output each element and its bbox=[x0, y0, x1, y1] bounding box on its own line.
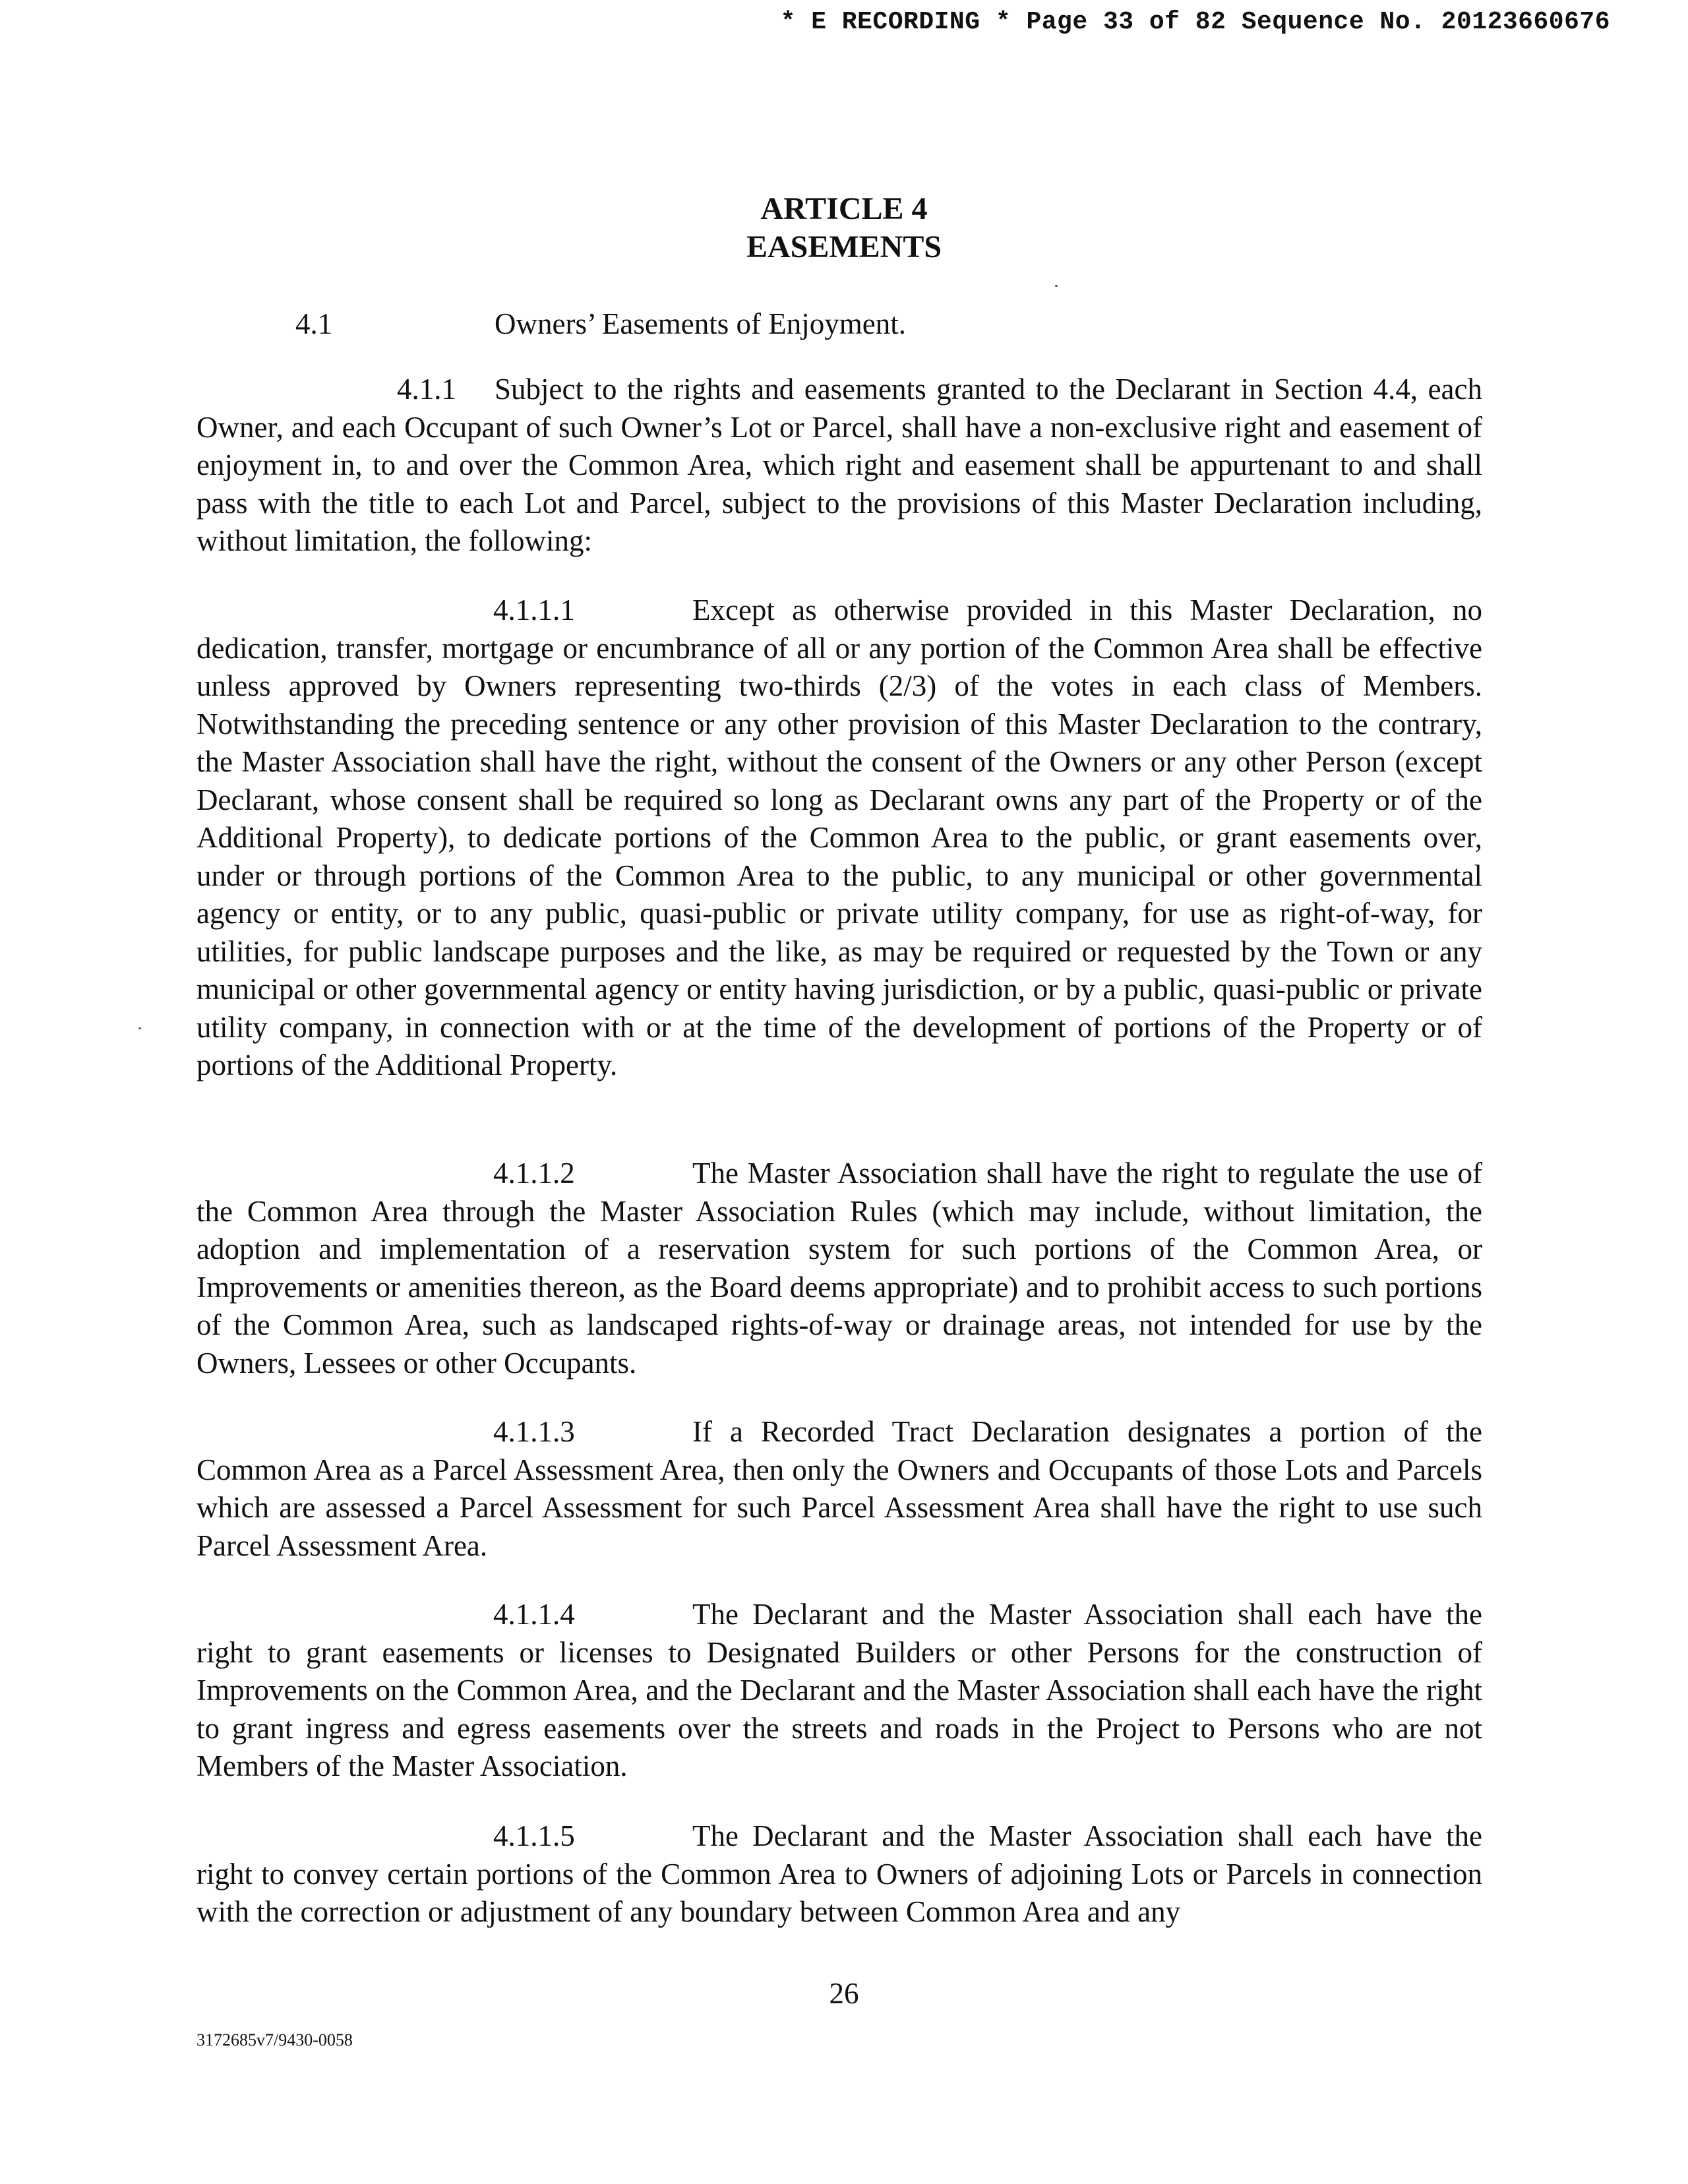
scan-speck bbox=[138, 1027, 141, 1029]
paragraph-number: 4.1.1.1 bbox=[493, 593, 575, 626]
page-number: 26 bbox=[829, 1977, 859, 2010]
paragraph-4-1-1-3 bbox=[196, 1413, 1482, 1565]
recording-stamp: * E RECORDING * Page 33 of 82 Sequence No. 20123660676 bbox=[780, 8, 1610, 36]
paragraph-number: 4.1.1.5 bbox=[493, 1819, 575, 1852]
paragraph-4-1-1-4 bbox=[196, 1596, 1482, 1786]
paragraph-text: If a Recorded Tract Declaration designates a portion of the Common Area as a Parcel Assessment Area, then only the Owners and Occupants of those Lots and Parcels which are assessed a Parcel Assessment for such Parcel Assessment Area shall have the right to use such Parcel Assessment Area. bbox=[196, 1415, 1482, 1562]
paragraph-4-1-1-2 bbox=[196, 1155, 1482, 1382]
section-number: 4.1 bbox=[295, 307, 333, 340]
paragraph-number: 4.1.1.4 bbox=[493, 1598, 575, 1631]
paragraph-4-1-1 bbox=[196, 371, 1482, 561]
article-title: ARTICLE 4 bbox=[760, 191, 928, 226]
paragraph-text: Except as otherwise provided in this Master Declaration, no dedication, transfer, mortgage or encumbrance of all or any portion of the Common Area shall be effective unless approved by Owners representing two-thirds (2/3) of the votes in each class of Members. Notwithstanding the preceding sentence or any other provision of this Master Declaration to the contrary, the Master Association shall have the right, without the consent of the Owners or any other Person (except Declarant, whose consent shall be required so long as Declarant owns any part of the Property or of the Additional Property), to dedicate portions of the Common Area to the public, or grant easements over, under or through portions of the Common Area to the public, to any municipal or other governmental agency or entity, or to any public, quasi-public or private utility company, for use as right-of-way, for utilities, for public landscape purposes and the like, as may be required or requested by the Town or any municipal or other governmental agency or entity having jurisdiction, or by a public, quasi-public or private utility company, in connection with or at the time of the development of portions of the Property or of portions of the Additional Property. bbox=[196, 593, 1482, 1081]
section-title: Owners’ Easements of Enjoyment. bbox=[495, 307, 907, 340]
paragraph-text: The Declarant and the Master Association shall each have the right to grant easements or licenses to Designated Builders or other Persons for the construction of Improvements on the Common Area, and the Declarant and the Master Association shall each have the right to grant ingress and egress easements over the streets and roads in the Project to Persons who are not Members of the Master Association. bbox=[196, 1598, 1482, 1782]
article-heading bbox=[0, 190, 1688, 266]
scan-speck bbox=[1055, 285, 1058, 287]
paragraph-number: 4.1.1 bbox=[397, 373, 456, 406]
document-id: 3172685v7/9430-0058 bbox=[196, 2030, 353, 2049]
section-heading bbox=[196, 305, 1482, 343]
paragraph-text: Subject to the rights and easements granted to the Declarant in Section 4.4, each Owner, and each Occupant of such Owner’s Lot or Parcel, shall have a non-exclusive right and easement of enjoyment in, to and over the Common Area, which right and easement shall be appurtenant to and shall pass with the title to each Lot and Parcel, subject to the provisions of this Master Declaration including, without limitation, the following: bbox=[196, 373, 1482, 557]
paragraph-4-1-1-5 bbox=[196, 1817, 1482, 1931]
paragraph-4-1-1-1 bbox=[196, 592, 1482, 1085]
paragraph-number: 4.1.1.2 bbox=[493, 1157, 575, 1190]
paragraph-number: 4.1.1.3 bbox=[493, 1415, 575, 1448]
article-subtitle: EASEMENTS bbox=[746, 229, 942, 264]
paragraph-text: The Master Association shall have the right to regulate the use of the Common Area through the Master Association Rules (which may include, without limitation, the adoption and implementation of a reservation system for such portions of the Common Area, or Improvements or amenities thereon, as the Board deems appropriate) and to prohibit access to such portions of the Common Area, such as landscaped rights-of-way or drainage areas, not intended for use by the Owners, Lessees or other Occupants. bbox=[196, 1157, 1482, 1380]
paragraph-text: The Declarant and the Master Association shall each have the right to convey certain portions of the Common Area to Owners of adjoining Lots or Parcels in connection with the correction or adjustment of any boundary between Common Area and any bbox=[196, 1819, 1482, 1928]
